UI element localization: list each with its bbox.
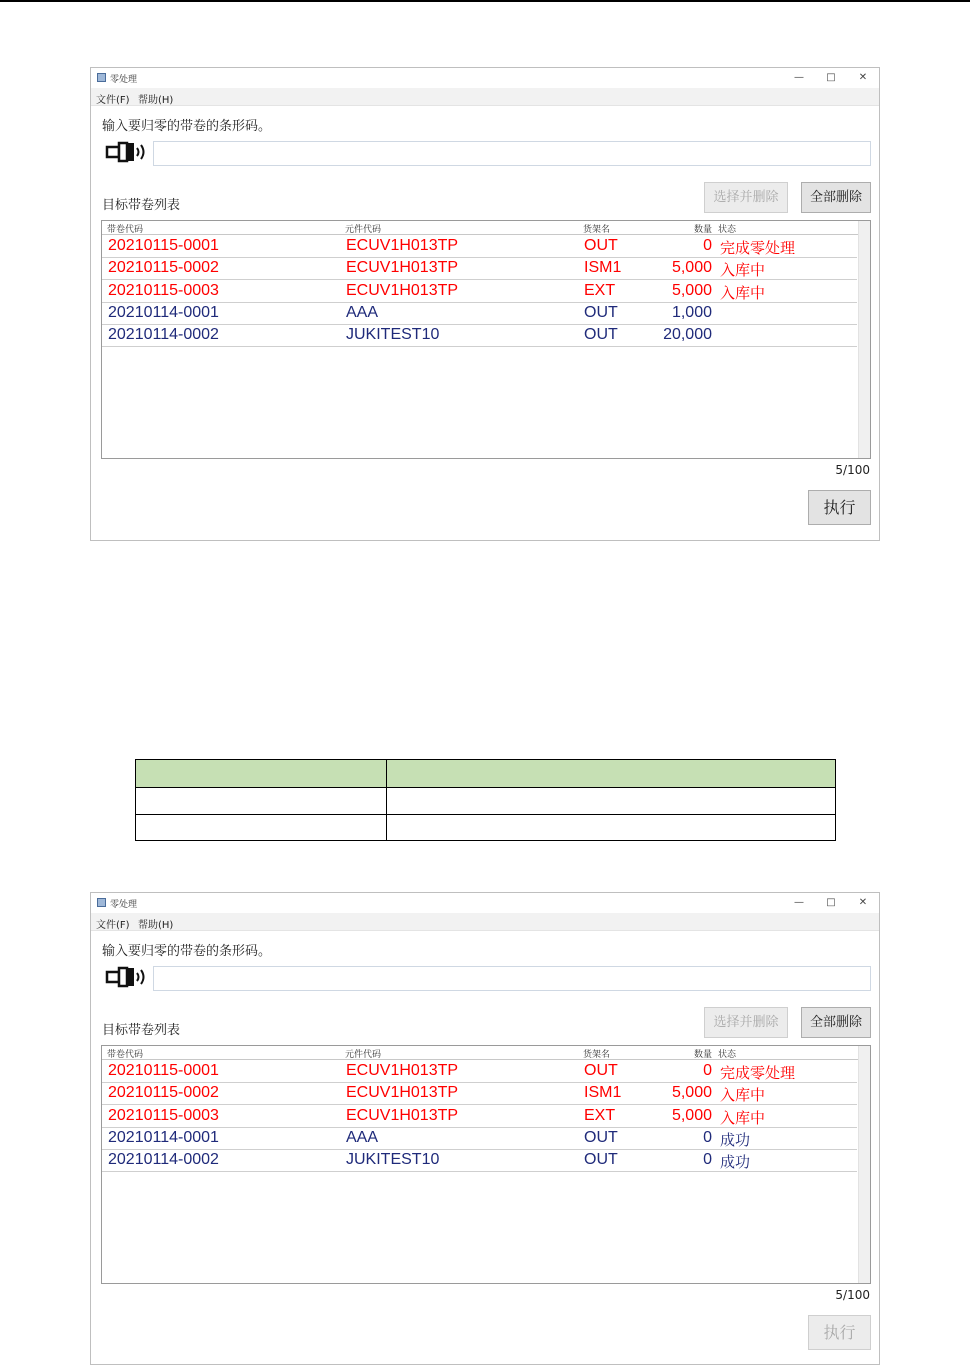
reel-code-cell: 20210115-0002 — [108, 259, 219, 277]
target-reel-list-title: 目标带卷列表 — [102, 1023, 181, 1038]
part-code-cell: ECUV1H013TP — [346, 1062, 459, 1079]
quantity-cell: 20,000 — [663, 326, 712, 344]
column-header-reel-code[interactable]: 带卷代码 — [107, 225, 144, 235]
reel-code-cell: 20210114-0001 — [108, 303, 219, 321]
shelf-cell: OUT — [584, 303, 618, 321]
quantity-cell: 0 — [703, 1062, 712, 1079]
quantity-cell: 0 — [703, 237, 712, 254]
part-code-cell: ECUV1H013TP — [346, 281, 459, 299]
table-row[interactable] — [102, 236, 857, 258]
quantity-cell: 0 — [703, 1128, 712, 1146]
close-button[interactable]: ✕ — [858, 897, 868, 908]
column-header-part-code[interactable]: 元件代码 — [345, 225, 382, 235]
table-row[interactable] — [102, 1106, 857, 1128]
part-code-cell: ECUV1H013TP — [346, 259, 459, 277]
menu-help[interactable]: 帮助(H) — [138, 920, 174, 931]
menu-file[interactable]: 文件(F) — [96, 95, 130, 106]
shelf-cell: ISM1 — [584, 1084, 622, 1102]
part-code-cell: AAA — [346, 1128, 379, 1146]
item-counter: 5/100 — [835, 1288, 870, 1302]
quantity-cell: 5,000 — [671, 259, 712, 277]
quantity-cell: 5,000 — [671, 1084, 712, 1102]
execute-button[interactable]: 执行 — [808, 1315, 871, 1350]
status-cell: 成功 — [720, 1153, 751, 1172]
reel-code-cell: 20210115-0002 — [108, 1084, 219, 1102]
quantity-cell: 5,000 — [671, 1106, 712, 1124]
blank-table-header-row — [136, 760, 835, 788]
reel-code-cell: 20210114-0001 — [108, 1128, 219, 1146]
status-cell: 入库中 — [720, 283, 766, 302]
select-delete-button[interactable]: 选择并删除 — [704, 182, 788, 213]
reel-code-cell: 20210114-0002 — [108, 1151, 219, 1169]
barcode-input[interactable] — [153, 141, 871, 166]
reel-code-cell: 20210115-0003 — [108, 281, 219, 299]
part-code-cell: ECUV1H013TP — [346, 1106, 459, 1124]
quantity-cell: 1,000 — [671, 303, 712, 321]
table-row[interactable] — [102, 1128, 857, 1150]
reel-list[interactable] — [101, 220, 871, 459]
title-bar — [91, 893, 879, 913]
menu-bar — [91, 913, 879, 931]
table-row[interactable] — [102, 303, 857, 325]
table-row[interactable] — [102, 325, 857, 347]
part-code-cell: JUKITEST10 — [346, 1151, 440, 1169]
status-cell: 入库中 — [720, 261, 766, 280]
status-cell: 入库中 — [720, 1108, 766, 1127]
vertical-scrollbar[interactable] — [858, 221, 870, 458]
column-header-reel-code[interactable]: 带卷代码 — [107, 1050, 144, 1060]
window-title: 零处理 — [110, 900, 138, 910]
table-row[interactable] — [102, 258, 857, 280]
barcode-scanner-icon — [105, 141, 151, 163]
reel-code-cell: 20210115-0001 — [108, 237, 219, 254]
blank-table-row — [136, 815, 835, 842]
table-row[interactable] — [102, 1061, 857, 1083]
barcode-scanner-icon — [105, 966, 151, 988]
part-code-cell: ECUV1H013TP — [346, 237, 459, 254]
title-bar — [91, 68, 879, 88]
menu-help[interactable]: 帮助(H) — [138, 95, 174, 106]
menu-file[interactable]: 文件(F) — [96, 920, 130, 931]
column-header-quantity[interactable]: 数量 — [694, 1050, 713, 1060]
blank-table — [135, 759, 836, 841]
column-header-shelf[interactable]: 货架名 — [583, 225, 611, 235]
part-code-cell: ECUV1H013TP — [346, 1084, 459, 1102]
shelf-cell: OUT — [584, 1151, 618, 1169]
table-row[interactable] — [102, 281, 857, 303]
column-header-part-code[interactable]: 元件代码 — [345, 1050, 382, 1060]
table-row[interactable] — [102, 1083, 857, 1105]
execute-button[interactable]: 执行 — [808, 490, 871, 525]
zero-processing-window-after — [90, 892, 880, 1365]
table-row[interactable] — [102, 1150, 857, 1172]
barcode-prompt: 输入要归零的带卷的条形码。 — [102, 944, 272, 959]
shelf-cell: EXT — [584, 281, 616, 299]
window-title: 零处理 — [110, 75, 138, 85]
status-cell: 完成零处理 — [720, 239, 796, 257]
delete-all-button[interactable]: 全部删除 — [801, 182, 871, 213]
column-header-status[interactable]: 状态 — [718, 225, 737, 235]
list-header — [102, 221, 870, 235]
page-top-rule — [0, 0, 970, 2]
column-header-shelf[interactable]: 货架名 — [583, 1050, 611, 1060]
barcode-input[interactable] — [153, 966, 871, 991]
vertical-scrollbar[interactable] — [858, 1046, 870, 1283]
delete-all-button[interactable]: 全部删除 — [801, 1007, 871, 1038]
zero-processing-window-before — [90, 67, 880, 541]
maximize-button[interactable]: □ — [826, 72, 836, 83]
shelf-cell: OUT — [584, 1128, 618, 1146]
column-header-quantity[interactable]: 数量 — [694, 225, 713, 235]
app-icon — [97, 73, 106, 82]
shelf-cell: ISM1 — [584, 259, 622, 277]
minimize-button[interactable]: — — [794, 72, 804, 83]
app-icon — [97, 898, 106, 907]
select-delete-button[interactable]: 选择并删除 — [704, 1007, 788, 1038]
item-counter: 5/100 — [835, 463, 870, 477]
reel-list[interactable] — [101, 1045, 871, 1284]
quantity-cell: 0 — [703, 1151, 712, 1169]
status-cell: 入库中 — [720, 1086, 766, 1105]
shelf-cell: OUT — [584, 326, 618, 344]
shelf-cell: EXT — [584, 1106, 616, 1124]
status-cell: 成功 — [720, 1130, 751, 1149]
status-cell: 完成零处理 — [720, 1064, 796, 1082]
reel-code-cell: 20210115-0001 — [108, 1062, 219, 1079]
column-header-status[interactable]: 状态 — [718, 1050, 737, 1060]
blank-table-column-divider — [386, 760, 387, 840]
reel-code-cell: 20210115-0003 — [108, 1106, 219, 1124]
target-reel-list-title: 目标带卷列表 — [102, 198, 181, 213]
reel-code-cell: 20210114-0002 — [108, 326, 219, 344]
shelf-cell: OUT — [584, 1062, 618, 1079]
part-code-cell: JUKITEST10 — [346, 326, 440, 344]
shelf-cell: OUT — [584, 237, 618, 254]
menu-bar — [91, 88, 879, 106]
maximize-button[interactable]: □ — [826, 897, 836, 908]
barcode-prompt: 输入要归零的带卷的条形码。 — [102, 119, 272, 134]
quantity-cell: 5,000 — [671, 281, 712, 299]
blank-table-row — [136, 788, 835, 815]
part-code-cell: AAA — [346, 303, 379, 321]
list-header — [102, 1046, 870, 1060]
close-button[interactable]: ✕ — [858, 72, 868, 83]
minimize-button[interactable]: — — [794, 897, 804, 908]
